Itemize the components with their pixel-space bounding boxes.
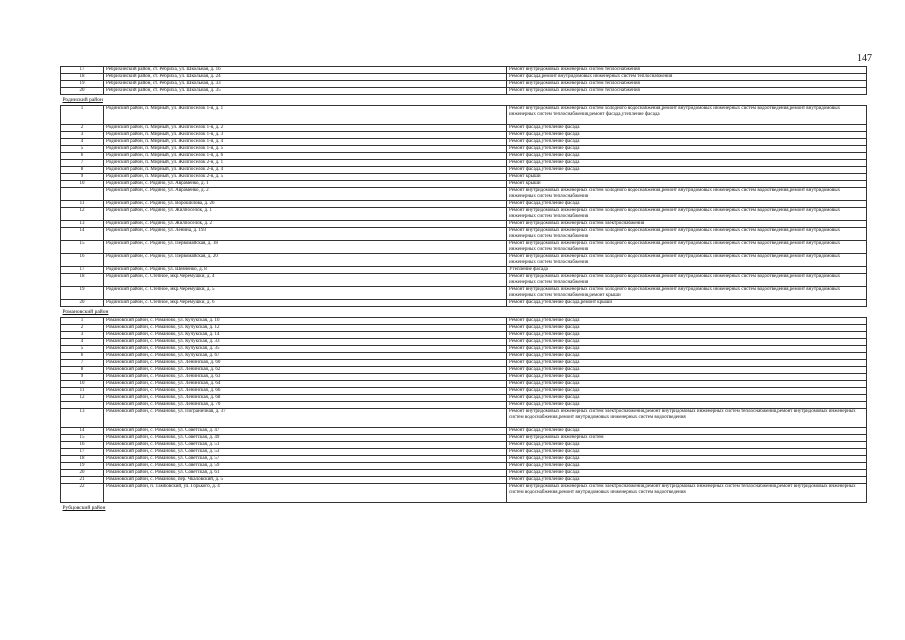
- address-cell: Романовский район, с. Романово, ул. Советская, д. 59: [104, 463, 507, 470]
- table-row: [61, 477, 867, 484]
- table-row: [61, 106, 867, 125]
- table-row: [61, 353, 867, 360]
- work-type-cell: Ремонт внутридомовых инженерных систем холодного водоснабжения,ремонт внутридомовых инженерных систем водоотведения,ремонт внутридомовых инженерных систем теплоснабжения: [507, 274, 867, 287]
- table-row: [61, 221, 867, 228]
- address-cell: Ребрихинский район, ст. Ребриха, ул. Школьная, д. 24: [104, 74, 507, 81]
- table-row: [61, 228, 867, 241]
- work-type-cell: Ремонт фасада,утепление фасада: [507, 132, 867, 139]
- table-row: [61, 167, 867, 174]
- address-cell: Родинский район, с. Родино, ул. Авраменко, д. 1: [104, 181, 507, 188]
- section-title: Родинский район: [62, 97, 103, 103]
- work-type-cell: Ремонт фасада,утепление фасада: [507, 201, 867, 208]
- row-number: 1: [61, 318, 104, 325]
- row-number: 15: [61, 241, 104, 254]
- row-number: 8: [61, 167, 104, 174]
- address-cell: Романовский район, с. Романово, ул. Кучукская, д. 35: [104, 346, 507, 353]
- page-number: 147: [857, 53, 872, 64]
- work-type-cell: Ремонт фасада,утепление фасада: [507, 367, 867, 374]
- row-number: 8: [61, 367, 104, 374]
- work-type-cell: Ремонт фасада,утепление фасада: [507, 339, 867, 346]
- table-row: [61, 267, 867, 274]
- work-type-cell: Утепление фасада: [507, 267, 867, 274]
- work-type-cell: Ремонт фасада,утепление фасада: [507, 463, 867, 470]
- table-row: [61, 139, 867, 146]
- table-row: [61, 449, 867, 456]
- row-number: 4: [61, 339, 104, 346]
- address-cell: Родинский район, п. Мирный, ул. Жилпоселок 1-я, д. 6: [104, 153, 507, 160]
- address-cell: Родинский район, п. Мирный, ул. Жилпоселок 1-я, д. 4: [104, 139, 507, 146]
- work-type-cell: Ремонт фасада,утепление фасада: [507, 381, 867, 388]
- address-cell: Родинский район, п. Мирный, ул. Жилпоселок 1-я, д. 1: [104, 106, 507, 125]
- work-type-cell: Ремонт фасада,утепление фасада: [507, 125, 867, 132]
- table-row: [61, 463, 867, 470]
- address-cell: Романовский район, с. Романово, ул. Кучукская, д. 12: [104, 325, 507, 332]
- address-cell: Романовский район, с. Романово, ул. Ленинская, д. 64: [104, 381, 507, 388]
- table-row: [61, 300, 867, 307]
- row-number: 6: [61, 353, 104, 360]
- repair-schedule-table: [60, 66, 867, 513]
- address-cell: Родинский район, п. Мирный, ул. Жилпоселок 1-я, д. 3: [104, 132, 507, 139]
- row-number: 12: [61, 395, 104, 402]
- address-cell: Романовский район, с. Романово, ул. Кучукская, д. 14: [104, 332, 507, 339]
- work-type-cell: Ремонт фасада,утепление фасада: [507, 395, 867, 402]
- address-cell: Родинский район, с. Родино, ул. Жилпоселок, д. 1: [104, 208, 507, 221]
- work-type-cell: Ремонт фасада,утепление фасада: [507, 360, 867, 367]
- table-row: [61, 360, 867, 367]
- table-row: [61, 146, 867, 153]
- work-type-cell: Ремонт внутридомовых инженерных систем теплоснабжения: [507, 67, 867, 74]
- row-number: 11: [61, 201, 104, 208]
- table-row: [61, 201, 867, 208]
- table-row: [61, 318, 867, 325]
- row-number: 20: [61, 470, 104, 477]
- work-type-cell: Ремонт фасада,утепление фасада: [507, 449, 867, 456]
- table-row: [61, 153, 867, 160]
- table-row: [61, 241, 867, 254]
- row-number: 22: [61, 484, 104, 503]
- work-type-cell: Ремонт внутридомовых инженерных систем электроснабжения,ремонт внутридомовых инженерных систем теплоснабжения,ремонт внутридомовых инженерных систем водоснабжения,ремонт внутридомовых инженерных систем водоотведения: [507, 484, 867, 503]
- table-row: [61, 132, 867, 139]
- row-number: 7: [61, 160, 104, 167]
- address-cell: Романовский район, с. Романово, ул. Ленинская, д. 70: [104, 402, 507, 409]
- address-cell: Родинский район, с. Родино, ул. Жилпоселок, д. 2: [104, 221, 507, 228]
- row-number: 5: [61, 346, 104, 353]
- address-cell: Романовский район, с. Романово, ул. Советская, д. 49: [104, 435, 507, 442]
- address-cell: Родинский район, п. Мирный, ул. Жилпоселок 2-я, д. 4: [104, 167, 507, 174]
- address-cell: Родинский район, п. Мирный, ул. Жилпоселок 1-я, д. 2: [104, 125, 507, 132]
- address-cell: Романовский район, с. Романово, ул. Ленинская, д. 60: [104, 360, 507, 367]
- row-number: 13: [61, 409, 104, 428]
- row-number: 19: [61, 463, 104, 470]
- table-row: [61, 442, 867, 449]
- table-row: [61, 339, 867, 346]
- work-type-cell: Ремонт фасада,утепление фасада: [507, 442, 867, 449]
- address-cell: Романовский район, с. Романово, ул. Советская, д. 47: [104, 428, 507, 435]
- row-number: [61, 402, 104, 409]
- row-number: 19: [61, 287, 104, 300]
- work-type-cell: Ремонт фасада,утепление фасада: [507, 402, 867, 409]
- table-row: [61, 367, 867, 374]
- table-row: [61, 181, 867, 188]
- table-row: [61, 409, 867, 428]
- table-row: [61, 388, 867, 395]
- work-type-cell: Ремонт фасада,утепление фасада: [507, 146, 867, 153]
- address-cell: Романовский район, п. Тамбовский, ул. Горького, д. 4: [104, 484, 507, 503]
- address-cell: Романовский район, с. Романово, ул. Кучукская, д. 33: [104, 339, 507, 346]
- row-number: 18: [61, 74, 104, 81]
- work-type-cell: Ремонт фасада,утепление фасада: [507, 332, 867, 339]
- work-type-cell: Ремонт фасада,утепление фасада: [507, 428, 867, 435]
- work-type-cell: Ремонт внутридомовых инженерных систем: [507, 435, 867, 442]
- section-title: Рубцовский район: [62, 505, 106, 511]
- address-cell: Романовский район, с. Романово, ул. Пограничная, д. 37: [104, 409, 507, 428]
- work-type-cell: Ремонт крыши: [507, 174, 867, 181]
- address-cell: Романовский район, с. Романово, ул. Ленинская, д. 66: [104, 388, 507, 395]
- address-cell: Романовский район, с. Романово, пер. Чкаловский, д. 5: [104, 477, 507, 484]
- row-number: 5: [61, 146, 104, 153]
- row-number: [61, 188, 104, 201]
- address-cell: Родинский район, п. Мирный, ул. Жилпоселок 2-я, д. 5: [104, 174, 507, 181]
- row-number: 20: [61, 300, 104, 307]
- row-number: 12: [61, 208, 104, 221]
- work-type-cell: Ремонт фасада,утепление фасада: [507, 388, 867, 395]
- row-number: 7: [61, 360, 104, 367]
- address-cell: Романовский район, с. Романово, ул. Советская, д. 51: [104, 442, 507, 449]
- work-type-cell: Ремонт фасада,утепление фасада: [507, 153, 867, 160]
- row-number: 2: [61, 325, 104, 332]
- row-number: 16: [61, 442, 104, 449]
- table-row: [61, 208, 867, 221]
- table-row: [61, 254, 867, 267]
- table-row: [61, 88, 867, 95]
- work-type-cell: Ремонт внутридомовых инженерных систем холодного водоснабжения,ремонт внутридомовых инженерных систем водоотведения,ремонт внутридомовых инженерных систем теплоснабжения,ремонт крыши: [507, 287, 867, 300]
- address-cell: Ребрихинский район, ст. Ребриха, ул. Школьная, д. 16: [104, 67, 507, 74]
- work-type-cell: Ремонт фасада,утепление фасада: [507, 374, 867, 381]
- address-cell: Романовский район, с. Романово, ул. Ленинская, д. 63: [104, 374, 507, 381]
- row-number: 9: [61, 174, 104, 181]
- table-row: [61, 470, 867, 477]
- section-header: [61, 307, 867, 318]
- address-cell: Ребрихинский район, ст. Ребриха, ул. Школьная, д. 33: [104, 81, 507, 88]
- work-type-cell: Ремонт фасада,утепление фасада: [507, 456, 867, 463]
- row-number: 10: [61, 381, 104, 388]
- work-type-cell: Ремонт внутридомовых инженерных систем теплоснабжения: [507, 81, 867, 88]
- section-title: Романовский район: [62, 309, 109, 315]
- row-number: 4: [61, 139, 104, 146]
- address-cell: Родинский район, с. Родино, ул. Ленина, д. 193: [104, 228, 507, 241]
- row-number: 16: [61, 254, 104, 267]
- row-number: 18: [61, 274, 104, 287]
- table-row: [61, 484, 867, 503]
- work-type-cell: Ремонт внутридомовых инженерных систем холодного водоснабжения,ремонт внутридомовых инженерных систем водоотведения,ремонт внутридомовых инженерных систем теплоснабжения: [507, 208, 867, 221]
- table-row: [61, 332, 867, 339]
- work-type-cell: Ремонт внутридомовых инженерных систем теплоснабжения: [507, 88, 867, 95]
- address-cell: Родинский район, с. Родино, ул. Первомайская, д. 20: [104, 254, 507, 267]
- address-cell: Родинский район, с. Родино, ул. Авраменко, д. 2: [104, 188, 507, 201]
- address-cell: Родинский район, с. Степное, мкр.Черемушки, д. 4: [104, 274, 507, 287]
- work-type-cell: Ремонт фасада,утепление фасада: [507, 470, 867, 477]
- address-cell: Родинский район, с. Степное, мкр.Черемушки, д. 5: [104, 287, 507, 300]
- address-cell: Романовский район, с. Романово, ул. Кучукская, д. 67: [104, 353, 507, 360]
- work-type-cell: Ремонт фасада,утепление фасада,ремонт крыши: [507, 300, 867, 307]
- address-cell: Романовский район, с. Романово, ул. Советская, д. 61: [104, 470, 507, 477]
- row-number: 6: [61, 153, 104, 160]
- row-number: 14: [61, 428, 104, 435]
- row-number: 19: [61, 81, 104, 88]
- address-cell: Родинский район, с. Родино, ул. Первомайская, д. 18: [104, 241, 507, 254]
- work-type-cell: Ремонт фасада,утепление фасада: [507, 160, 867, 167]
- row-number: 11: [61, 388, 104, 395]
- work-type-cell: Ремонт фасада,утепление фасада: [507, 167, 867, 174]
- work-type-cell: Ремонт внутридомовых инженерных систем электроснабжения,ремонт внутридомовых инженерных систем теплоснабжения,ремонт внутридомовых инженерных систем водоснабжения,ремонт внутридомовых инженерных систем водоотведения: [507, 409, 867, 428]
- row-number: 13: [61, 221, 104, 228]
- table-row: [61, 456, 867, 463]
- section-header: [61, 503, 867, 514]
- table-row: [61, 188, 867, 201]
- row-number: 1: [61, 106, 104, 125]
- table-row: [61, 81, 867, 88]
- work-type-cell: Ремонт внутридомовых инженерных систем холодного водоснабжения,ремонт внутридомовых инженерных систем водоотведения,ремонт внутридомовых инженерных систем теплоснабжения,ремонт фасада,утепление фасада: [507, 106, 867, 125]
- work-type-cell: Ремонт внутридомовых инженерных систем холодного водоснабжения,ремонт внутридомовых инженерных систем водоотведения,ремонт внутридомовых инженерных систем теплоснабжения: [507, 228, 867, 241]
- work-type-cell: Ремонт фасада,утепление фасада: [507, 325, 867, 332]
- address-cell: Романовский район, с. Романово, ул. Кучукская, д. 10: [104, 318, 507, 325]
- address-cell: Родинский район, с. Степное, мкр.Черемушки, д. 6: [104, 300, 507, 307]
- row-number: 14: [61, 228, 104, 241]
- table-row: [61, 287, 867, 300]
- table-row: [61, 381, 867, 388]
- table-row: [61, 346, 867, 353]
- row-number: 20: [61, 88, 104, 95]
- table-row: [61, 74, 867, 81]
- table-row: [61, 325, 867, 332]
- address-cell: Родинский район, с. Родино, ул. Шевченко, д. 8: [104, 267, 507, 274]
- address-cell: Ребрихинский район, ст. Ребриха, ул. Школьная, д. 35: [104, 88, 507, 95]
- table-row: [61, 125, 867, 132]
- row-number: 15: [61, 435, 104, 442]
- document-sheet: [60, 66, 862, 513]
- row-number: 2: [61, 125, 104, 132]
- work-type-cell: Ремонт внутридомовых инженерных систем электроснабжения: [507, 221, 867, 228]
- work-type-cell: Ремонт фасада,утепление фасада: [507, 139, 867, 146]
- address-cell: Родинский район, п. Мирный, ул. Жилпоселок 1-я, д. 5: [104, 146, 507, 153]
- table-row: [61, 160, 867, 167]
- row-number: 17: [61, 267, 104, 274]
- section-header: [61, 95, 867, 106]
- table-row: [61, 402, 867, 409]
- table-row: [61, 395, 867, 402]
- work-type-cell: Ремонт фасада,утепление фасада: [507, 346, 867, 353]
- address-cell: Романовский район, с. Романово, ул. Ленинская, д. 62: [104, 367, 507, 374]
- work-type-cell: Ремонт внутридомовых инженерных систем холодного водоснабжения,ремонт внутридомовых инженерных систем водоотведения,ремонт внутридомовых инженерных систем теплоснабжения: [507, 188, 867, 201]
- address-cell: Романовский район, с. Романово, ул. Советская, д. 57: [104, 456, 507, 463]
- row-number: 18: [61, 456, 104, 463]
- table-row: [61, 428, 867, 435]
- row-number: 3: [61, 332, 104, 339]
- row-number: 21: [61, 477, 104, 484]
- row-number: 9: [61, 374, 104, 381]
- work-type-cell: Ремонт фасада,утепление фасада: [507, 477, 867, 484]
- work-type-cell: Ремонт фасада,утепление фасада: [507, 318, 867, 325]
- row-number: 3: [61, 132, 104, 139]
- table-row: [61, 274, 867, 287]
- work-type-cell: Ремонт внутридомовых инженерных систем холодного водоснабжения,ремонт внутридомовых инженерных систем водоотведения,ремонт внутридомовых инженерных систем теплоснабжения: [507, 254, 867, 267]
- work-type-cell: Ремонт крыши: [507, 181, 867, 188]
- address-cell: Родинский район, с. Родино, ул. Ворошилова, д. 26: [104, 201, 507, 208]
- table-row: [61, 67, 867, 74]
- work-type-cell: Ремонт внутридомовых инженерных систем холодного водоснабжения,ремонт внутридомовых инженерных систем водоотведения,ремонт внутридомовых инженерных систем теплоснабжения: [507, 241, 867, 254]
- row-number: 10: [61, 181, 104, 188]
- address-cell: Романовский район, с. Романово, ул. Ленинская, д. 68: [104, 395, 507, 402]
- work-type-cell: Ремонт фасада,ремонт внутридомовых инженерных систем теплоснабжения: [507, 74, 867, 81]
- table-row: [61, 435, 867, 442]
- row-number: 17: [61, 67, 104, 74]
- work-type-cell: Ремонт фасада,утепление фасада: [507, 353, 867, 360]
- table-row: [61, 374, 867, 381]
- address-cell: Романовский район, с. Романово, ул. Советская, д. 53: [104, 449, 507, 456]
- row-number: 17: [61, 449, 104, 456]
- table-row: [61, 174, 867, 181]
- address-cell: Родинский район, п. Мирный, ул. Жилпоселок 2-я, д. 1: [104, 160, 507, 167]
